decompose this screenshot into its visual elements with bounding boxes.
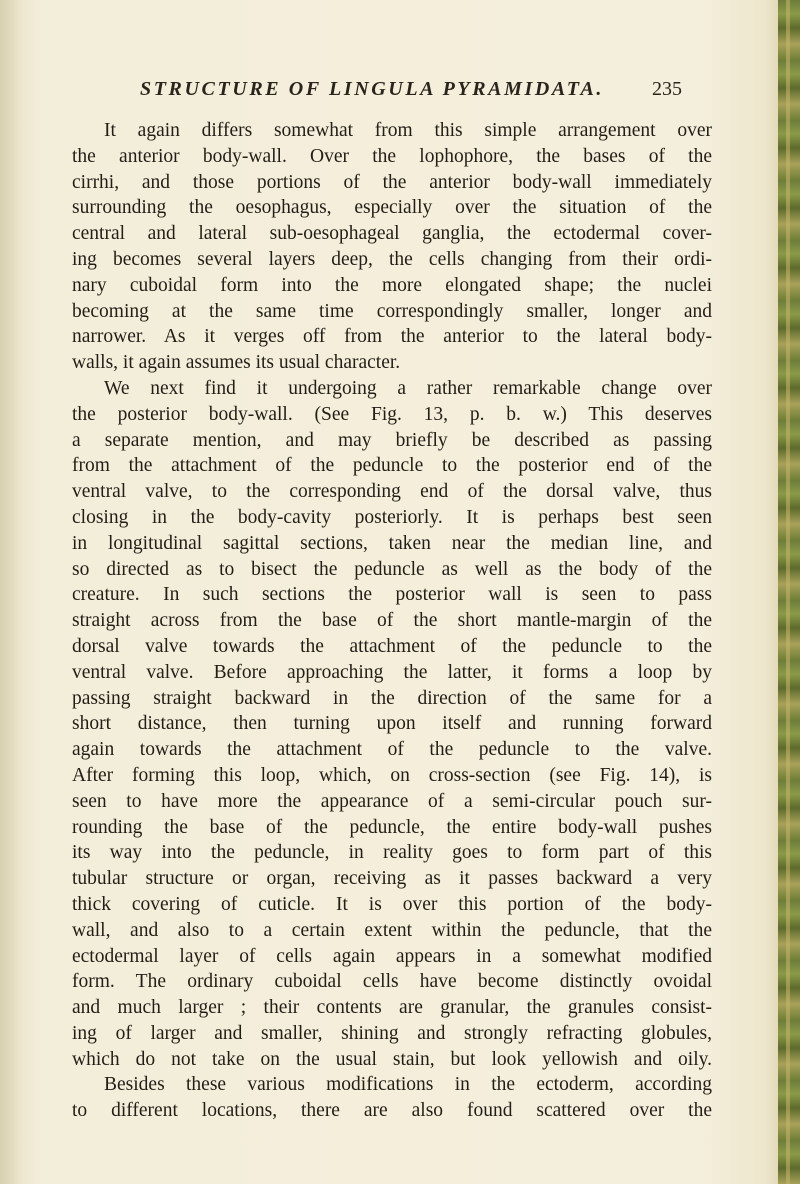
text-line: from the attachment of the peduncle to the posterior end of the: [72, 455, 712, 477]
text-line: nary cuboidal form into the more elongated shape; the nuclei: [72, 274, 712, 296]
text-line: creature. In such sections the posterior wall is seen to pass: [72, 584, 712, 606]
text-line: ing of larger and smaller, shining and strongly refracting globules,: [72, 1022, 712, 1044]
text-line: After forming this loop, which, on cross-section (see Fig. 14), is: [72, 764, 712, 786]
text-line: to different locations, there are also found scattered over the: [72, 1100, 712, 1122]
running-head: [140, 78, 700, 108]
text-line: a separate mention, and may briefly be described as passing: [72, 429, 712, 451]
page-number: 235: [652, 78, 682, 100]
text-line: narrower. As it verges off from the anterior to the lateral body-: [72, 326, 712, 348]
text-line: thick covering of cuticle. It is over this portion of the body-: [72, 893, 712, 915]
text-line: straight across from the base of the short mantle-margin of the: [72, 610, 712, 632]
text-line: central and lateral sub-oesophageal ganglia, the ectodermal cover-: [72, 223, 712, 245]
text-line: Besides these various modifications in the ectoderm, according: [104, 1074, 712, 1096]
text-line: dorsal valve towards the attachment of the peduncle to the: [72, 635, 712, 657]
text-line: ing becomes several layers deep, the cells changing from their ordi-: [72, 248, 712, 270]
text-line: the anterior body-wall. Over the lophophore, the bases of the: [72, 145, 712, 167]
text-line: in longitudinal sagittal sections, taken near the median line, and: [72, 532, 712, 554]
text-line: surrounding the oesophagus, especially over the situation of the: [72, 197, 712, 219]
text-line: passing straight backward in the direction of the same for a: [72, 687, 712, 709]
text-line: again towards the attachment of the peduncle to the valve.: [72, 739, 712, 761]
text-line: short distance, then turning upon itself and running forward: [72, 713, 712, 735]
text-line: tubular structure or organ, receiving as it passes backward a very: [72, 868, 712, 890]
text-line: ventral valve. Before approaching the latter, it forms a loop by: [72, 661, 712, 683]
text-line: seen to have more the appearance of a semi-circular pouch sur-: [72, 790, 712, 812]
text-line: wall, and also to a certain extent within the peduncle, that the: [72, 919, 712, 941]
page-gutter-shadow: [0, 0, 24, 1184]
text-line: the posterior body-wall. (See Fig. 13, p. b. w.) This deserves: [72, 403, 712, 425]
text-line: becoming at the same time correspondingly smaller, longer and: [72, 300, 712, 322]
text-line: walls, it again assumes its usual character.: [72, 352, 401, 374]
text-line: rounding the base of the peduncle, the entire body-wall pushes: [72, 816, 712, 838]
text-line: closing in the body-cavity posteriorly. It is perhaps best seen: [72, 506, 712, 528]
text-line: We next find it undergoing a rather remarkable change over: [104, 377, 712, 399]
running-head-title: STRUCTURE OF LINGULA PYRAMIDATA.: [140, 78, 605, 100]
text-line: which do not take on the usual stain, but look yellowish and oily.: [72, 1048, 712, 1070]
text-line: cirrhi, and those portions of the anterior body-wall immediately: [72, 171, 712, 193]
body-text: [72, 118, 712, 1124]
text-line: form. The ordinary cuboidal cells have become distinctly ovoidal: [72, 971, 712, 993]
text-line: its way into the peduncle, in reality goes to form part of this: [72, 842, 712, 864]
text-line: ectodermal layer of cells again appears in a somewhat modified: [72, 945, 712, 967]
page-edge-highlight: [786, 0, 790, 1184]
text-line: ventral valve, to the corresponding end of the dorsal valve, thus: [72, 481, 712, 503]
text-line: It again differs somewhat from this simple arrangement over: [104, 120, 712, 141]
text-line: and much larger ; their contents are granular, the granules consist-: [72, 997, 712, 1019]
text-line: so directed as to bisect the peduncle as well as the body of the: [72, 558, 712, 580]
